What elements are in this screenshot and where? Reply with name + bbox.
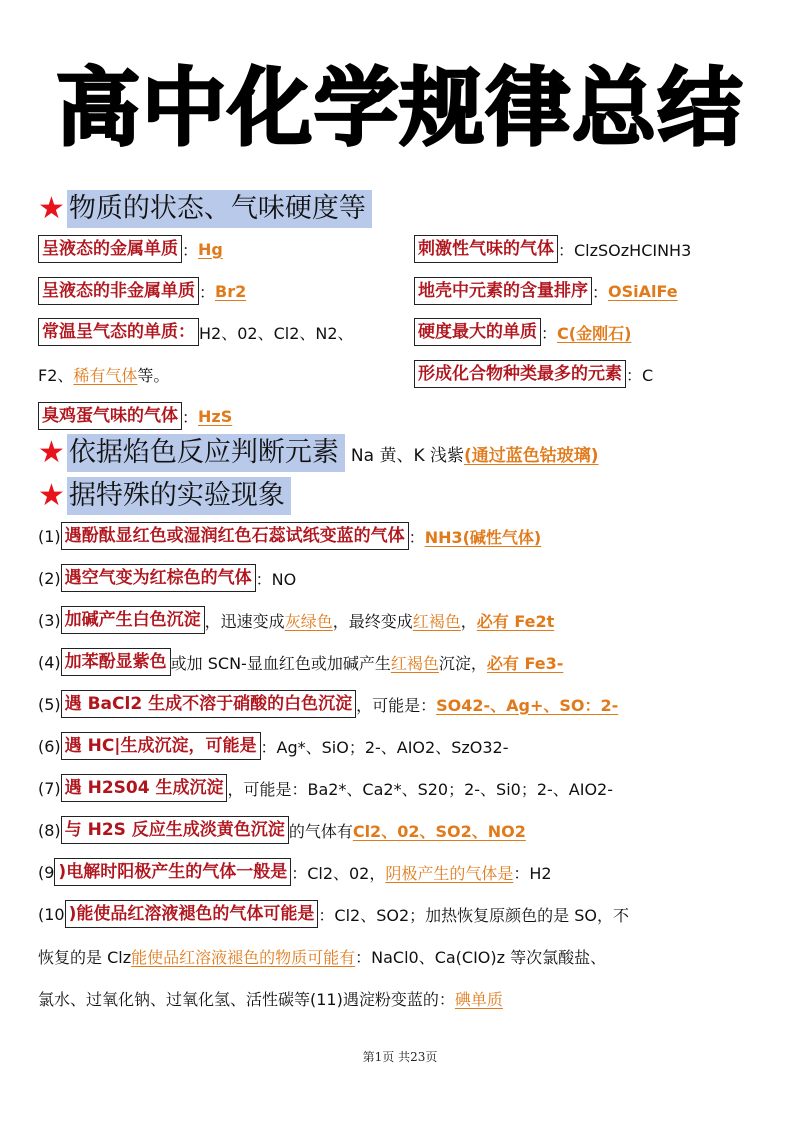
item-5 (38, 689, 618, 719)
star-icon: ★ (38, 435, 65, 470)
colon: ： (592, 282, 609, 302)
label-box: 遇 HC|生成沉淀，可能是 (61, 732, 261, 760)
item-number: (1) (38, 526, 61, 546)
item-number: (5) (38, 694, 61, 714)
answer: SO42-、Ag+、SO：2- (436, 695, 619, 715)
item-number: (9 (38, 862, 55, 882)
row-text: ：NaCl0、Ca(CIO)z 等次氯酸盐、 (355, 947, 607, 967)
answer: Br2 (215, 281, 247, 301)
answer: 稀有气体 (73, 365, 138, 385)
page-title: 高中化学规律总结 (55, 59, 744, 157)
label-box: 臭鸡蛋气味的气体 (38, 402, 182, 430)
right-row-1 (414, 234, 691, 264)
answer: Cl2、02、SO2、NO2 (352, 821, 526, 841)
label-box: )能使品红溶液褪色的气体可能是 (65, 900, 319, 928)
page-footer: 第1页 共23页 (362, 1050, 438, 1064)
answer: OSiAlFe (608, 281, 678, 301)
item-10 (38, 899, 629, 929)
section-heading-2 (38, 432, 599, 474)
item-3 (38, 605, 554, 635)
item-9 (38, 857, 552, 887)
answer: HzS (198, 406, 233, 426)
label-box: 呈液态的非金属单质 (38, 277, 199, 305)
colon: ： (199, 282, 216, 302)
row-text: 或加 SCN-显血红色或加碱产生 (170, 653, 391, 673)
row-text: ：Cl2、02， (291, 863, 386, 883)
star-icon: ★ (38, 478, 65, 513)
answer: 必有 Fe2t (476, 611, 555, 631)
row-text: ，最终变成 (332, 611, 413, 631)
right-row-3 (414, 317, 631, 347)
colon: ： (408, 527, 425, 547)
item-number: (3) (38, 610, 61, 630)
row-text: 等。 (137, 365, 170, 385)
label-box: 地壳中元素的含量排序 (414, 277, 592, 305)
item-8 (38, 815, 526, 845)
row-text: ，可能是：Ba2*、Ca2*、S20；2-、Si0；2-、AIO2- (227, 779, 614, 799)
answer: 红褐色 (390, 653, 439, 673)
label-box: 加碱产生白色沉淀 (61, 606, 205, 634)
item-number: (2) (38, 568, 61, 588)
row-text: 的气体有 (288, 821, 353, 841)
row-text: ：ClzSOzHCINH3 (558, 240, 692, 260)
section-title-2: 依据焰色反应判断元素 (67, 434, 345, 472)
row-text: 氯水、过氧化钠、过氧化氢、活性碳等(11)遇淀粉变蓝的： (38, 989, 455, 1009)
answer: NH3(碱性气体) (424, 527, 542, 547)
row-text: ，可能是： (356, 695, 437, 715)
colon: ： (182, 407, 199, 427)
label-box: 与 H2S 反应生成淡黄色沉淀 (61, 816, 289, 844)
right-row-4 (414, 359, 653, 389)
row-text: ， (460, 611, 477, 631)
label-box: 硬度最大的单质 (414, 318, 541, 346)
row-text: ：Cl2、SO2；加热恢复原颜色的是 SO，不 (318, 905, 629, 925)
label-box: 刺激性气味的气体 (414, 235, 558, 263)
row-text: ：C (626, 365, 654, 385)
row-text: 恢复的是 Clz (38, 947, 132, 967)
label-box: 形成化合物种类最多的元素 (414, 360, 626, 388)
left-row-4 (38, 359, 169, 389)
item-number: (8) (38, 820, 61, 840)
label-box: 遇空气变为红棕色的气体 (61, 564, 256, 592)
item-2 (38, 563, 296, 593)
item-7 (38, 773, 613, 803)
answer: Hg (198, 239, 223, 259)
label-box: 遇 H2S04 生成沉淀 (61, 774, 228, 802)
row-text: ，迅速变成 (204, 611, 285, 631)
label-box: 加苯酚显紫色 (61, 648, 171, 676)
left-row-2 (38, 276, 246, 306)
row-text: F2、 (38, 365, 74, 385)
item-4 (38, 647, 563, 677)
item-number: (10 (38, 904, 65, 924)
colon: ： (182, 240, 199, 260)
star-icon: ★ (38, 191, 65, 226)
row-text: 沉淀， (438, 653, 487, 673)
answer: C(金刚石) (557, 323, 632, 343)
label-box: 常温呈气态的单质： (38, 318, 199, 346)
section-note: Na 黄、K 浅紫 (350, 445, 464, 466)
colon: ： (541, 323, 558, 343)
row-text: ：Ag*、SiO；2-、AIO2、SzO32- (260, 737, 509, 757)
answer: 灰绿色 (284, 611, 333, 631)
answer: 必有 Fe3- (486, 653, 564, 673)
left-row-3 (38, 317, 354, 347)
item-10-line-2 (38, 941, 606, 971)
left-row-1 (38, 234, 223, 264)
label-box: )电解时阳极产生的气体一般是 (54, 858, 291, 886)
item-10-line-3 (38, 983, 503, 1013)
answer: 红褐色 (412, 611, 461, 631)
left-row-5 (38, 401, 232, 431)
row-text: H2、02、Cl2、N2、 (199, 323, 354, 343)
label-box: 遇 BaCl2 生成不溶于硝酸的白色沉淀 (61, 690, 356, 718)
label-box: 遇酚酞显红色或湿润红色石蕊试纸变蓝的气体 (61, 522, 409, 550)
answer: 能使品红溶液褪色的物质可能有 (131, 947, 356, 967)
item-number: (6) (38, 736, 61, 756)
label-box: 呈液态的金属单质 (38, 235, 182, 263)
section-heading-1 (38, 188, 372, 230)
item-number: (4) (38, 652, 61, 672)
right-row-2 (414, 276, 678, 306)
section-title-3: 据特殊的实验现象 (67, 477, 291, 515)
row-text: ：NO (255, 569, 297, 589)
answer: (通过蓝色钴玻璃) (464, 445, 599, 466)
item-number: (7) (38, 778, 61, 798)
item-6 (38, 731, 509, 761)
section-title-1: 物质的状态、气味硬度等 (67, 190, 372, 228)
row-text: ：H2 (513, 863, 552, 883)
answer: 碘单质 (454, 989, 503, 1009)
item-1 (38, 521, 541, 551)
answer: 阴极产生的气体是 (385, 863, 514, 883)
section-heading-3 (38, 475, 291, 517)
